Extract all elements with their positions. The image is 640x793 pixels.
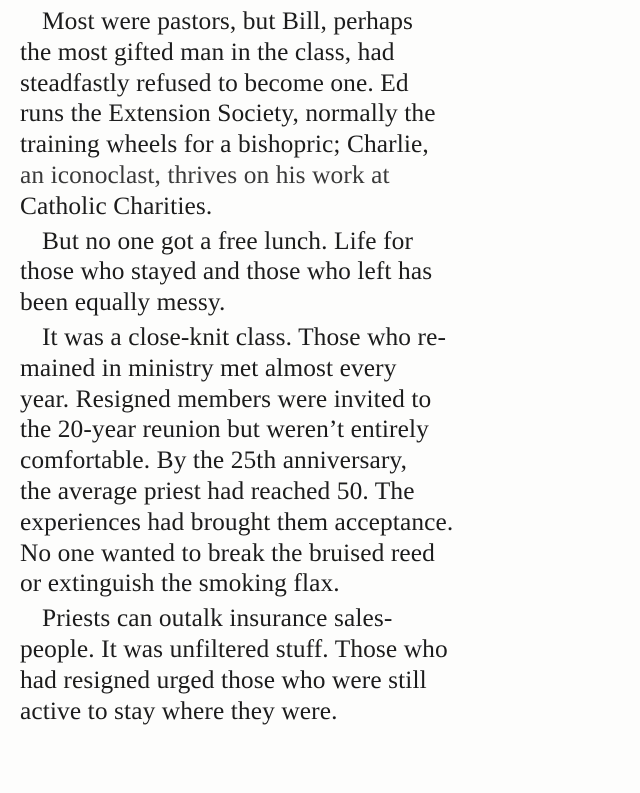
text-line: training wheels for a bishopric; Charlie,	[20, 130, 429, 159]
text-line: active to stay where they were.	[20, 696, 338, 725]
article-text-column	[20, 6, 616, 730]
text-line: year. Resigned members were invited to	[20, 384, 432, 413]
paragraph-3	[20, 322, 616, 599]
text-line: But no one got a free lunch. Life for	[42, 226, 414, 255]
text-line: comfortable. By the 25th anniversary,	[20, 446, 408, 475]
text-line: the most gifted man in the class, had	[20, 37, 395, 66]
text-line: runs the Extension Society, normally the	[20, 99, 436, 128]
text-line: Priests can outalk insurance sales-	[42, 604, 393, 633]
text-line: Catholic Charities.	[20, 191, 213, 220]
paragraph-4	[20, 603, 616, 726]
text-line: the average priest had reached 50. The	[20, 476, 415, 505]
text-line: had resigned urged those who were still	[20, 665, 427, 694]
text-line: people. It was unfiltered stuff. Those who	[20, 634, 448, 663]
text-line: been equally messy.	[20, 288, 226, 317]
text-line: experiences had brought them acceptance.	[20, 507, 454, 536]
text-line: mained in ministry met almost every	[20, 353, 397, 382]
text-line: steadfastly refused to become one. Ed	[20, 68, 409, 97]
text-line: It was a close-knit class. Those who re-	[42, 322, 447, 351]
text-line: an iconoclast, thrives on his work at	[20, 160, 390, 189]
text-line: those who stayed and those who left has	[20, 257, 433, 286]
text-line: Most were pastors, but Bill, perhaps	[42, 7, 414, 35]
paragraph-2	[20, 226, 616, 318]
text-line: the 20-year reunion but weren’t entirely	[20, 415, 429, 444]
paragraph-1	[20, 6, 616, 222]
text-line: No one wanted to break the bruised reed	[20, 538, 435, 567]
text-line: or extinguish the smoking flax.	[20, 569, 340, 598]
